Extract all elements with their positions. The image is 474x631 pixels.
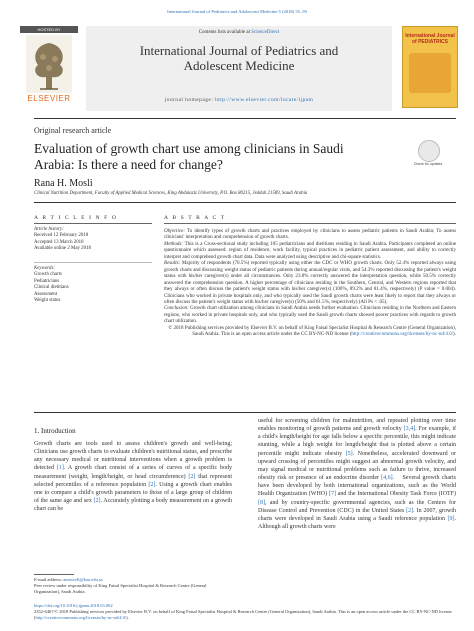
journal-title-line1: International Journal of Pediatrics and	[139, 43, 339, 58]
citation-link[interactable]: [4,6]	[381, 475, 393, 482]
bottom-matter	[34, 603, 456, 620]
objective-label: Objective:	[164, 228, 186, 234]
intro-column-left	[34, 440, 232, 513]
keywords-block	[34, 266, 152, 304]
article-type: Original research article	[34, 126, 112, 135]
journal-cover-thumbnail[interactable]	[402, 26, 458, 108]
running-head: International Journal of Pediatrics and Adolescent Medicine 5 (2018) 55–59	[167, 9, 307, 14]
methods-label: Methods:	[164, 240, 184, 247]
footnote-rule	[34, 574, 74, 575]
contents-line	[86, 30, 392, 35]
body-text: . Using a growth chart enables one to compare a child's growth parameters to those of a large group of children of the same age and sex	[34, 481, 232, 505]
citation-link[interactable]: [2]	[188, 473, 196, 480]
title-divider	[34, 202, 456, 203]
check-updates-label: Check for updates	[413, 162, 443, 166]
license-link[interactable]: http://creativecommons.org/licenses/by-nc-nd/4.0/	[351, 331, 454, 338]
body-text: that represent selected percentiles of a reference population	[34, 473, 233, 488]
methods-text: This is a Cross-sectional study including 105 pediatricians and dietitians residing in Saudi Arabia. Participants completed an online questionnaire which assessed: region of residence, work facility, typical practices in pediatric patient assessment, and ability to correctly interpret and comprehend growth chart data. Data were analyzed using descriptive and chi-square statistics.	[164, 240, 456, 260]
history-accepted: Accepted 13 March 2018	[34, 239, 84, 245]
body-text: Growth charts are tools used to assess children's growth and well-being; Clinicians use growth charts to evaluate children's nutritional status, and prescribe any necessary medical or nutritional interventions when a growth problem is detected	[34, 441, 232, 472]
body-text: . Although all growth charts were	[258, 515, 456, 531]
elsevier-logo	[20, 26, 78, 106]
bottom-license-link[interactable]: http://creativecommons.org/licenses/by-nc-nd/4.0/	[35, 614, 127, 620]
elsevier-tree-icon	[26, 35, 72, 93]
hosted-by-banner: HOSTED BY	[20, 26, 78, 33]
body-text: . A growth chart consist of a series of curves of a specific body measurement (weight, length/height, or head circumference)	[34, 465, 232, 480]
copyright-end: ).	[453, 331, 456, 338]
body-text: . In 2007, growth charts were developed in Saudi Arabia using a Saudi reference population	[258, 507, 456, 522]
objective-text: To identify types of growth charts and practices employed by clinicians to assess pediatric patients in Saudi Arabia; To assess clinicians' interpretation and comprehension of growth charts.	[164, 228, 456, 241]
body-text: and the International Obesity Task Force (IOTF)	[335, 491, 457, 498]
citation-link[interactable]: [2]	[406, 507, 414, 514]
sciencedirect-link[interactable]: ScienceDirect	[251, 30, 280, 35]
body-text: . Several growth charts have been developed by both international organizations, such as the World Health Organization (WHO)	[258, 475, 456, 498]
body-text: . For example, if a child's length/height for age falls below a specific percentile, this might indicate stunting, while a high weight for length/height that is plotted above a certain percentile might indicate obesity	[258, 426, 457, 457]
abstract-results	[164, 260, 456, 305]
citation-link[interactable]: [1]	[56, 465, 64, 472]
abstract-copyright	[164, 325, 456, 338]
introduction-heading: 1. Introduction	[34, 427, 76, 435]
citation-link[interactable]: [2]	[148, 481, 156, 488]
homepage-url[interactable]: http://www.elsevier.com/locate/ijpam	[215, 97, 314, 103]
cover-title: International Journal of PEDIATRICS	[405, 33, 455, 45]
keyword-item: Growth charts	[34, 272, 62, 278]
email-label: E-mail address:	[34, 577, 64, 582]
keyword-item: Weight status	[34, 298, 61, 304]
article-info-rule	[34, 223, 152, 224]
abstract-body	[164, 228, 456, 338]
check-for-updates-badge[interactable]	[410, 140, 446, 176]
journal-homepage	[86, 97, 392, 103]
abstract-heading: A B S T R A C T	[164, 215, 226, 221]
homepage-prefix: journal homepage:	[164, 97, 216, 103]
abstract-objective	[164, 228, 456, 241]
body-text: . Nonetheless, accelerated downward or upward crossing of percentiles might suggest an abnormal growth velocity, and may signal medical or nutritional problems such as failure to thrive, increased obesity risk or presence of an endocrine disorder	[258, 450, 456, 482]
body-text: useful for screening children for malnutrition, and repeated plotting over time enables monitoring of growth patterns and growth velocity	[258, 418, 456, 433]
doi-link[interactable]: https://doi.org/10.1016/j.ijpam.2018.03.002	[34, 603, 113, 608]
history-received: Received 12 February 2018	[34, 233, 89, 239]
history-label: Article history:	[34, 227, 64, 232]
keywords-label: Keywords:	[34, 266, 56, 271]
citation-link[interactable]: [5]	[345, 450, 353, 457]
abstract-divider	[34, 412, 456, 413]
peer-review-note: Peer review under responsibility of King Faisal Specialist Hospital & Research Centre (General Organization), Saudi Arabia.	[34, 583, 207, 594]
results-text: Majority of respondents (70.5%) reported typically using either the CDC or WHO growth charts. Only 52.4% reported always using growth charts and discussing weight status of pediatric patients during annual/regular visits, and 54.3% reported discussing the patient's weight status with his/her caregiver(s) under all circumstances. Only 23.8% correctly answered the interpretation question, while 50.5% correctly answered the comprehension question. A higher percentage of clinicians residing in the Southern, Central, and Western regions reported that they always or often discuss the patient's weight status with his/her caregiver(s) (100%, 89.2% and 81.4%, respectively) (P value = 0.004). Clinicians who worked in private hospitals only, and who typically used the Saudi growth charts were least likely to report that they always or often discuss the patient's weight status with his/her caregiver(s) (50% and 61.5%, respectively) (All Ps < .05).	[164, 260, 456, 305]
footnote	[34, 577, 232, 595]
results-label: Results:	[164, 260, 181, 267]
abstract-rule	[164, 223, 456, 224]
header-divider	[34, 118, 456, 119]
author-name: Rana H. Mosli	[34, 178, 93, 189]
citation-link[interactable]: [7]	[328, 491, 336, 498]
history-online: Available online 2 May 2018	[34, 246, 91, 252]
cover-image	[409, 53, 451, 93]
keyword-item: Pediatricians	[34, 278, 60, 284]
keywords-rule	[34, 262, 152, 263]
elsevier-wordmark: ELSEVIER	[27, 94, 71, 103]
check-updates-icon	[418, 140, 440, 162]
journal-title-line2: Adolescent Medicine	[183, 58, 295, 73]
citation-link[interactable]: [8]	[258, 499, 265, 506]
issn-end: ).	[126, 614, 129, 620]
abstract-methods	[164, 241, 456, 260]
article-info-heading: A R T I C L E I N F O	[34, 215, 118, 221]
citation-link[interactable]: [2]	[93, 498, 101, 505]
conclusion-label: Conclusion:	[164, 305, 189, 312]
issn-text: 2352-6467/© 2018 Publishing services provided by Elsevier B.V. on behalf of King Faisal Specialist Hospital & Research Centre (General Organization), Saudi Arabia. This is an open access article under the CC BY-NC-ND license (	[34, 608, 452, 620]
body-text: , and by country-specific governmental agencies, such as the Centers for Disease Control and Prevention (CDC) in the United States	[258, 499, 456, 514]
body-text: . Accurately plotting a body measurement on a growth chart can be	[34, 498, 232, 513]
keyword-item: Clinical dietitians	[34, 285, 69, 291]
contents-prefix: Contents lists available at	[198, 30, 252, 35]
citation-link[interactable]: [9]	[447, 515, 455, 522]
article-title: Evaluation of growth chart use among clinicians in Saudi Arabia: Is there a need for change?	[34, 141, 344, 172]
copyright-text: © 2018 Publishing services provided by Elsevier B.V. on behalf of King Faisal Specialist Hospital & Research Centre (General Organization), Saudi Arabia. This is an open access article under the CC BY-NC-ND license (	[168, 324, 456, 338]
keyword-item: Assessment	[34, 291, 58, 297]
abstract-conclusion	[164, 305, 456, 324]
article-history	[34, 227, 152, 253]
email-link[interactable]: amosvell@kau.edu.sa	[63, 577, 103, 582]
conclusion-text: Growth chart utilization among clinicians in Saudi Arabia needs further evaluation. Clinicians residing in the Northern and Eastern regions, who worked in private hospitals only, and who typically used the Saudi growth charts showed poorer practices with regards to growth chart utilization.	[164, 305, 456, 325]
citation-link[interactable]: [3,4]	[403, 426, 416, 433]
author-affiliation: Clinical Nutrition Department, Faculty of Applied Medical Sciences, King Abdulaziz University, P.O. Box 80215, Jeddah 21589, Saudi Arabia	[34, 191, 308, 196]
journal-title	[86, 43, 392, 73]
intro-column-right	[258, 417, 456, 531]
issn-line	[34, 609, 456, 621]
